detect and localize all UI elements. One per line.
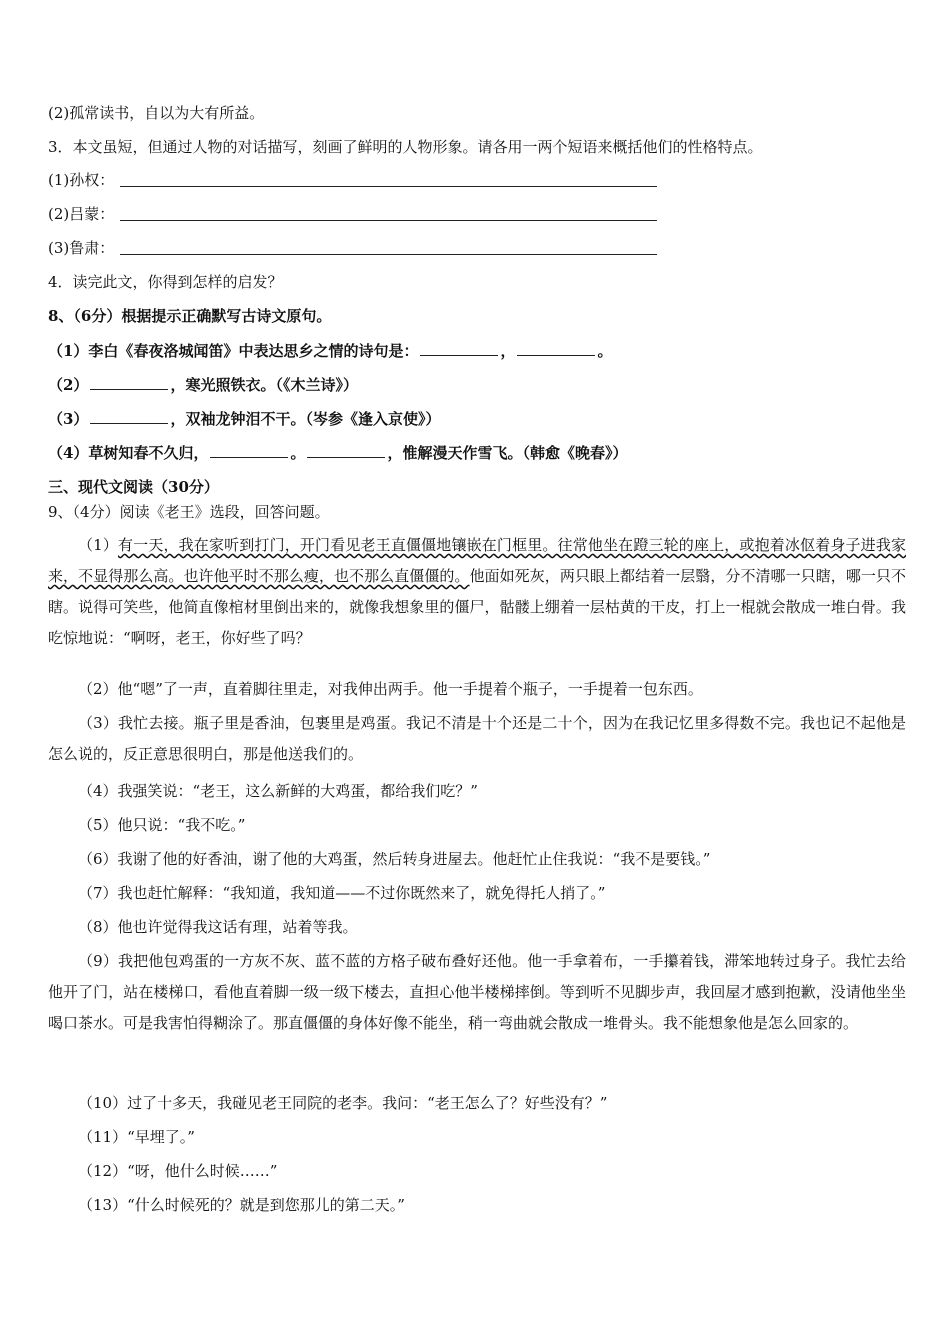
paragraph-3: （3）我忙去接。瓶子里是香油，包裹里是鸡蛋。我记不清是十个还是二十个，因为在我记忆里多得数不完。我也记不起他是怎么说的，反正意思很明白，那是他送我们的。	[48, 714, 906, 763]
paragraph-11: （11）“早埋了。”	[78, 1128, 195, 1146]
q8-line-1-sep: ，	[500, 342, 516, 360]
q9-title: 9、（4分）阅读《老王》选段，回答问题。	[48, 503, 330, 521]
section-3-heading: 三、现代文阅读（30分）	[48, 478, 219, 496]
fill-blank-4b[interactable]	[307, 443, 385, 458]
paragraph-1-underlined: 有一天，我在家听到打门，开门看见老王直僵僵地镶嵌在门框里。往常他坐在蹬三轮的座上，或抱着冰伛着身子进我家来，不显得那么高。也许他平时不那么瘦，也不那么直僵僵的。	[48, 536, 906, 585]
q8-line-3-text: ，双袖龙钟泪不干。（岑参《逢入京使》）	[170, 410, 441, 428]
paragraph-6: （6）我谢了他的好香油，谢了他的大鸡蛋，然后转身进屋去。他赶忙止住我说：“我不是要钱。”	[78, 850, 711, 868]
answer-blank-sunquan[interactable]	[120, 186, 657, 187]
q4-prompt: 4．读完此文，你得到怎样的启发？	[48, 273, 283, 291]
q2-item-2: (2)孤常读书，自以为大有所益。	[48, 104, 265, 122]
answer-blank-lusu[interactable]	[120, 254, 657, 255]
q3-prompt: 3．本文虽短，但通过人物的对话描写，刻画了鲜明的人物形象。请各用一两个短语来概括他们的性格特点。	[48, 138, 763, 156]
q8-line-3	[48, 409, 440, 429]
q8-title: 8、（6分）根据提示正确默写古诗文原句。	[48, 307, 332, 325]
fill-blank-2[interactable]	[90, 375, 168, 390]
q8-line-1	[48, 341, 612, 361]
q8-line-4-text: （4）草树知春不久归，	[48, 444, 209, 462]
paragraph-8: （8）他也许觉得我这话有理，站着等我。	[78, 918, 358, 936]
q8-line-4-mid: 。	[290, 444, 306, 462]
fill-blank-1a[interactable]	[420, 341, 498, 356]
paragraph-10: （10）过了十多天，我碰见老王同院的老李。我问：“老王怎么了？好些没有？”	[78, 1094, 608, 1112]
paragraph-5: （5）他只说：“我不吃。”	[78, 816, 246, 834]
q8-line-4-end: ，惟解漫天作雪飞。（韩愈《晚春》）	[387, 444, 628, 462]
paragraph-13: （13）“什么时候死的？就是到您那儿的第二天。”	[78, 1196, 405, 1214]
q3-item-lusu: (3)鲁肃：	[48, 239, 115, 257]
q8-line-1-end: 。	[597, 342, 613, 360]
fill-blank-1b[interactable]	[517, 341, 595, 356]
paragraph-9: （9）我把他包鸡蛋的一方灰不灰、蓝不蓝的方格子破布叠好还他。他一手拿着布，一手攥着钱，滞笨地转过身子。我忙去给他开了门，站在楼梯口，看他直着脚一级一级下楼去，直担心他半楼梯摔倒。等到听不见脚步声，我回屋才感到抱歉，没请他坐坐喝口茶水。可是我害怕得糊涂了。那直僵僵的身体好像不能坐，稍一弯曲就会散成一堆骨头。我不能想象他是怎么回家的。	[48, 952, 906, 1032]
paragraph-1	[48, 530, 906, 654]
fill-blank-3[interactable]	[90, 409, 168, 424]
q8-line-2-num: （2）	[48, 376, 89, 394]
fill-blank-4a[interactable]	[210, 443, 288, 458]
q3-item-sunquan: (1)孙权：	[48, 171, 115, 189]
paragraph-4: （4）我强笑说：“老王，这么新鲜的大鸡蛋，都给我们吃？”	[78, 782, 478, 800]
answer-blank-lvmeng[interactable]	[120, 220, 657, 221]
q3-item-lvmeng: (2)吕蒙：	[48, 205, 115, 223]
paragraph-1-rest: 他面如死灰，两只眼上都结着一层翳，分不清哪一只瞎，哪一只不瞎。说得可笑些，他简直像棺材里倒出来的，就像我想象里的僵尸，骷髅上绷着一层枯黄的干皮，打上一棍就会散成一堆白骨。我吃惊地说：“啊呀，老王，你好些了吗？	[48, 567, 906, 647]
q8-line-2-text: ，寒光照铁衣。（《木兰诗》）	[170, 376, 358, 394]
paragraph-7: （7）我也赶忙解释：“我知道，我知道——不过你既然来了，就免得托人捎了。”	[78, 884, 606, 902]
paragraph-12: （12）“呀，他什么时候……”	[78, 1162, 278, 1180]
q8-line-3-num: （3）	[48, 410, 89, 428]
q8-line-2	[48, 375, 358, 395]
q8-line-4	[48, 443, 627, 463]
paragraph-1-num: （1）	[78, 536, 119, 554]
paragraph-2: （2）他“嗯”了一声，直着脚往里走，对我伸出两手。他一手提着个瓶子，一手提着一包东西。	[78, 680, 703, 698]
q8-line-1-text: （1）李白《春夜洛城闻笛》中表达思乡之情的诗句是：	[48, 342, 419, 360]
